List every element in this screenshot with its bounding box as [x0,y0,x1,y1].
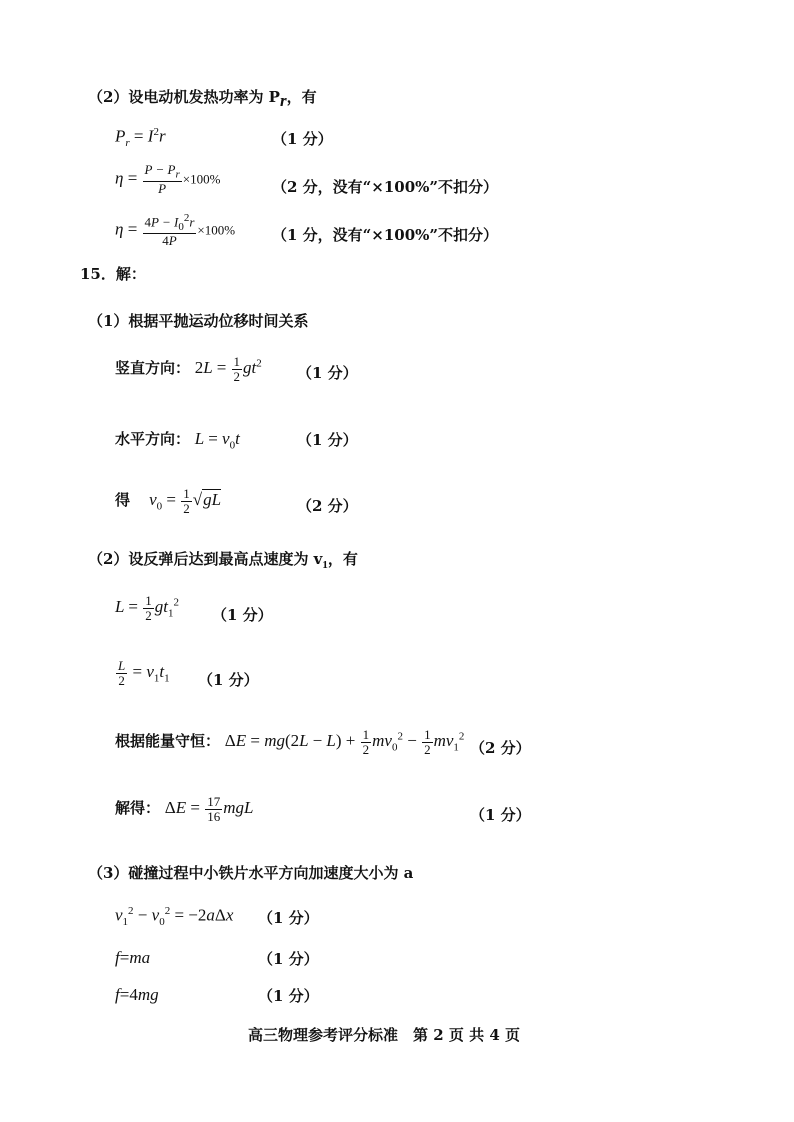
question-15-heading: 15．解： [80,265,146,283]
part2-intro: （2）设电动机发热功率为 $P_r$，有 [88,88,317,110]
score-eq-eta-1: （2 分，没有“×100%”不扣分） [272,178,499,196]
eq-l: L = $\frac{1}{2}$ $gt_1^2$ [115,593,179,623]
score-eq-delta-e: （1 分） [470,806,531,824]
score-eq-f-ma: （1 分） [258,950,319,968]
score-eq-l-half: （1 分） [198,671,259,689]
score-eq-l: （1 分） [212,606,273,624]
eq-f-4mg: f=4mg [115,985,159,1004]
score-eq-horizontal: （1 分） [297,431,358,449]
eq-eta-1: η = $\frac{P - P_r}{P}$ ×100% [115,162,221,197]
eq-horizontal: 水平方向： $L = v_0t$ [115,429,240,452]
part2-heading: （2）设反弹后达到最高点速度为 $v_1$，有 [88,550,358,571]
eq-vertical: 竖直方向： 2L = $\frac{1}{2}$ $gt^2$ [115,354,262,384]
score-eq-eta-2: （1 分，没有“×100%”不扣分） [272,226,499,244]
score-eq-energy: （2 分） [470,739,531,757]
score-eq-v0: （2 分） [297,497,358,515]
eq-f-ma: f=ma [115,948,151,967]
eq-v0: 得 $v_0$ = $\frac{1}{2}$ √gL [115,486,222,516]
score-eq-f-4mg: （1 分） [258,987,319,1005]
part3-heading: （3）碰撞过程中小铁片水平方向加速度大小为 a [88,864,414,882]
eq-pr: $P_r = I^2r$ [115,126,166,150]
eq-energy: 根据能量守恒： ΔE = mg(2L − L) + $\frac{1}{2}$ $mv_0^2$ − $\frac{1}{2}$ $mv_1^2$ [115,727,465,757]
part1-heading: （1）根据平抛运动位移时间关系 [88,312,309,330]
eq-l-half: $\frac{L}{2}$ = $v_1t_1$ [118,658,170,688]
page-footer: 高三物理参考评分标准 第 2 页 共 4 页 [248,1026,520,1044]
score-eq-vertical: （1 分） [297,364,358,382]
score-eq-kinematics: （1 分） [258,909,319,927]
eq-kinematics: $v_1^2 - v_0^2 = -2a\Delta x$ [115,905,234,929]
eq-eta-2: η = $\frac{4P - I_0^2r}{4P}$ ×100% [115,212,236,249]
eq-delta-e: 解得： ΔE = $\frac{17}{16}$ mgL [115,794,254,824]
score-eq-pr: （1 分） [272,130,333,148]
